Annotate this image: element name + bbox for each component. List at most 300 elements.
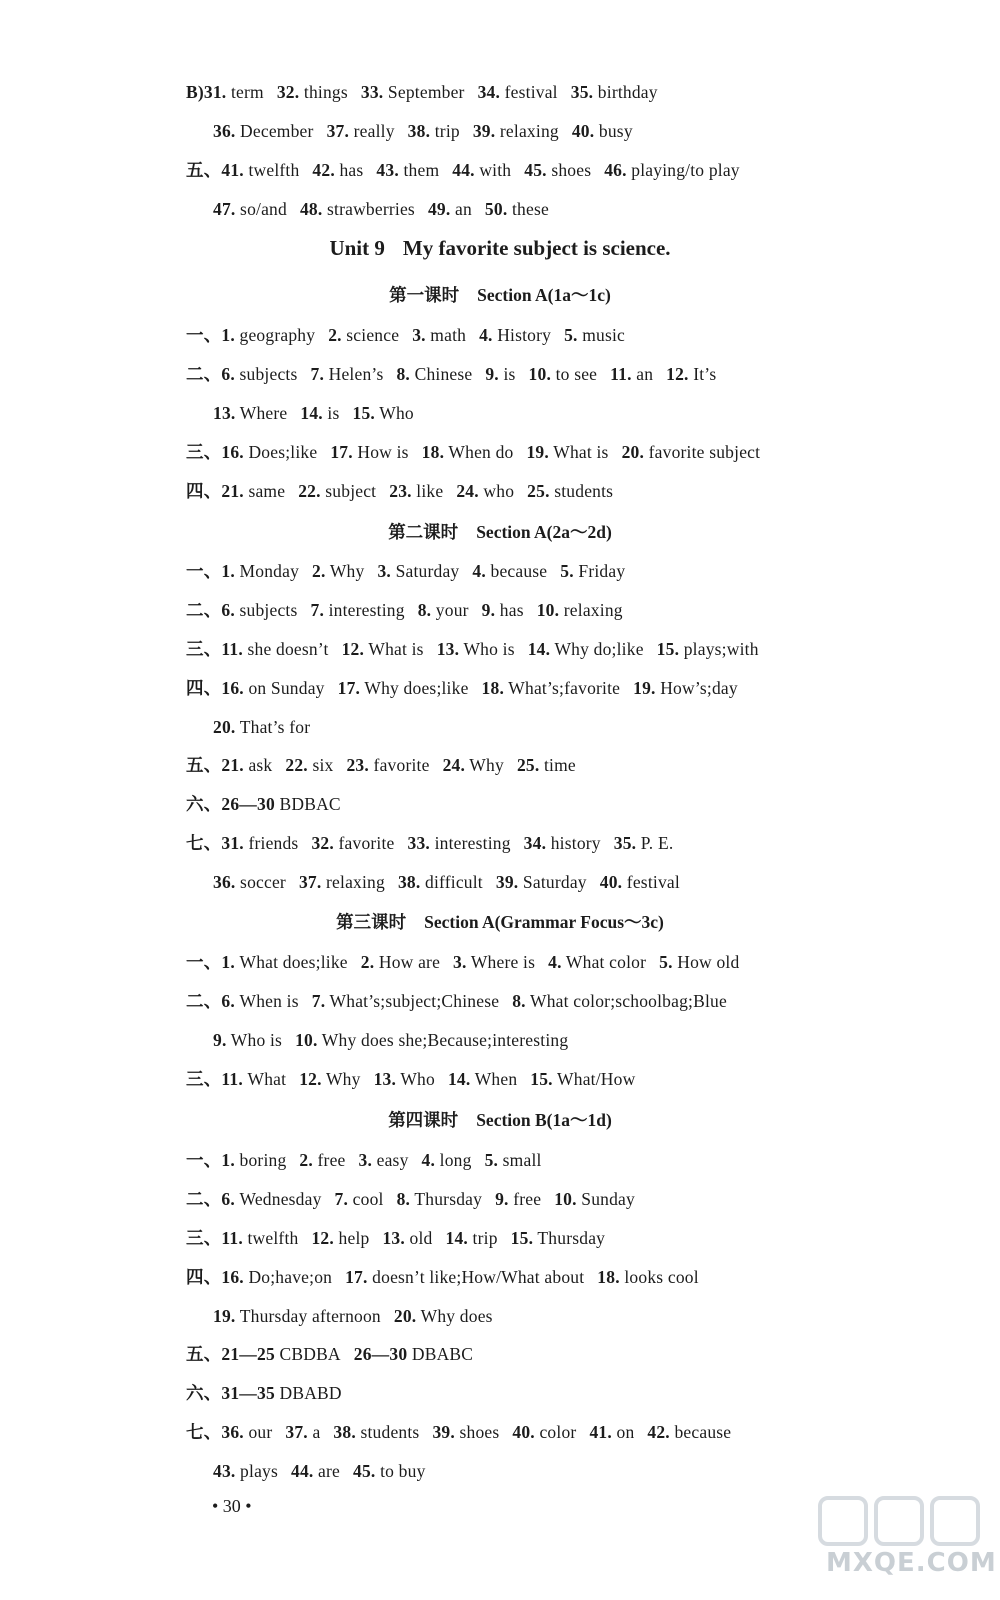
question-number: 14.: [300, 403, 323, 423]
question-number: 47.: [213, 199, 236, 219]
question-number: 40.: [512, 1422, 535, 1442]
answer-item: [512, 1422, 576, 1442]
question-number: 36.: [213, 121, 236, 141]
answer-item: [394, 1306, 493, 1326]
question-number: 22.: [285, 755, 308, 775]
answer-line: [186, 753, 576, 777]
question-number: 3.: [453, 952, 467, 972]
answer-item: [418, 600, 469, 620]
answer-item: [529, 364, 598, 384]
question-number: 11.: [610, 364, 632, 384]
answer-item: [213, 717, 310, 737]
answer-text: on: [611, 1422, 635, 1442]
question-number: 一、1.: [186, 952, 235, 972]
answer-item: [524, 833, 601, 853]
question-number: 二、6.: [186, 600, 235, 620]
question-number: 2.: [299, 1150, 313, 1170]
answer-line: [186, 1381, 342, 1405]
section-heading: [0, 1108, 1000, 1132]
answer-text: How old: [672, 952, 740, 972]
answer-text: DBABC: [407, 1344, 474, 1364]
answer-text: Where is: [466, 952, 536, 972]
answer-item: [604, 160, 740, 180]
question-number: 三、11.: [186, 1069, 243, 1089]
answer-line: [186, 362, 716, 386]
question-number: 15.: [510, 1228, 534, 1248]
answer-text: Why: [321, 1069, 361, 1089]
answer-item: [213, 1306, 381, 1326]
answer-item: [524, 160, 591, 180]
question-number: 14.: [445, 1228, 468, 1248]
answer-text: music: [577, 325, 626, 345]
answer-text: doesn’t like;How/What about: [367, 1267, 585, 1287]
question-number: 10.: [554, 1189, 577, 1209]
answer-line: [186, 1148, 542, 1172]
question-number: 2.: [312, 561, 326, 581]
question-number: 43.: [376, 160, 399, 180]
answer-text: on Sunday: [243, 678, 325, 698]
answer-item: [299, 1069, 360, 1089]
question-number: 4.: [479, 325, 493, 345]
answer-text: relaxing: [559, 600, 623, 620]
answer-text: Who is: [226, 1030, 283, 1050]
question-number: 13.: [213, 403, 236, 423]
question-number: 48.: [299, 199, 323, 219]
answer-text: interesting: [324, 600, 405, 620]
answer-text: your: [431, 600, 469, 620]
answer-text: difficult: [420, 872, 483, 892]
answer-item: [213, 403, 287, 423]
answer-text: free: [312, 1150, 346, 1170]
question-number: 20.: [393, 1306, 417, 1326]
question-number: 15.: [530, 1069, 553, 1089]
answer-item: [397, 1189, 483, 1209]
question-number: 一、1.: [186, 561, 235, 581]
question-number: 二、6.: [186, 1189, 235, 1209]
question-number: 4.: [421, 1150, 436, 1170]
answer-item: [376, 160, 439, 180]
answer-text: busy: [594, 121, 633, 141]
answer-line: [186, 831, 673, 855]
question-number: 32.: [311, 833, 334, 853]
answer-item: [398, 872, 483, 892]
answer-text: Thursday: [410, 1189, 483, 1209]
watermark-logo: [812, 1490, 997, 1586]
answer-item: [432, 1422, 499, 1442]
question-number: 20.: [213, 717, 236, 737]
answer-text: twelfth: [243, 160, 300, 180]
answer-text: who: [478, 481, 515, 501]
answer-text: trip: [467, 1228, 498, 1248]
section-heading: [0, 910, 1000, 934]
answer-text: them: [398, 160, 440, 180]
question-number: 49.: [427, 199, 451, 219]
answer-item: [312, 991, 499, 1011]
question-number: 18.: [421, 442, 445, 462]
question-number: 二、6.: [186, 364, 235, 384]
answer-text: she doesn’t: [242, 639, 329, 659]
answer-item: [186, 1344, 341, 1364]
answer-item: [511, 1228, 605, 1248]
answer-text: subjects: [234, 600, 298, 620]
answer-text: students: [355, 1422, 420, 1442]
answer-item: [482, 678, 621, 698]
answer-item: [335, 1189, 384, 1209]
question-number: 8.: [396, 1189, 411, 1209]
question-number: 42.: [312, 160, 335, 180]
answer-text: favorite: [333, 833, 395, 853]
answer-item: [186, 325, 315, 345]
answer-text: an: [450, 199, 472, 219]
answer-text: small: [498, 1150, 542, 1170]
answer-text: plays: [235, 1461, 278, 1481]
answer-line: [186, 792, 341, 816]
answer-text: subject: [320, 481, 377, 501]
question-number: 2.: [328, 325, 342, 345]
lesson-label: 第二课时: [388, 522, 459, 542]
answer-text: Saturday: [518, 872, 587, 892]
question-number: 33.: [407, 833, 431, 853]
answer-line: [186, 479, 613, 503]
answer-text: old: [404, 1228, 433, 1248]
question-number: 12.: [311, 1228, 334, 1248]
question-number: 9.: [495, 1189, 509, 1209]
question-number: 24.: [456, 481, 479, 501]
answer-item: [186, 1069, 286, 1089]
answer-text: Thursday afternoon: [235, 1306, 381, 1326]
question-number: 41.: [589, 1422, 612, 1442]
question-number: 五、21—25: [186, 1344, 275, 1364]
answer-text: because: [669, 1422, 732, 1442]
question-number: 17.: [330, 442, 353, 462]
answer-text: Why does;like: [360, 678, 469, 698]
answer-text: easy: [372, 1150, 409, 1170]
answer-item: [495, 1189, 541, 1209]
section-heading: [0, 283, 1000, 307]
answer-text: Who is: [459, 639, 515, 659]
watermark-text: MXQE.COM: [826, 1548, 997, 1578]
answer-item: [338, 678, 469, 698]
question-number: 12.: [341, 639, 365, 659]
section-label: Section A(2a～2d): [476, 522, 612, 542]
answer-item: [327, 121, 395, 141]
answer-line: [186, 637, 759, 661]
answer-text: students: [549, 481, 614, 501]
question-number: 25.: [516, 755, 540, 775]
answer-item: [213, 121, 314, 141]
answer-line: [213, 715, 310, 739]
question-number: 25.: [527, 481, 550, 501]
answer-item: [186, 82, 264, 102]
answer-item: [571, 82, 658, 102]
answer-text: trip: [430, 121, 460, 141]
answer-item: [311, 600, 405, 620]
lesson-label: 第一课时: [389, 285, 460, 305]
answer-item: [291, 1461, 340, 1481]
question-number: 5.: [560, 561, 574, 581]
answer-item: [300, 199, 415, 219]
answer-text: December: [235, 121, 314, 141]
answer-text: Why do;like: [550, 639, 644, 659]
question-number: 37.: [326, 121, 350, 141]
answer-text: history: [546, 833, 601, 853]
answer-item: [517, 755, 576, 775]
answer-text: What color;schoolbag;Blue: [525, 991, 727, 1011]
answer-item: [528, 639, 644, 659]
question-number: 36.: [213, 872, 236, 892]
answer-item: [382, 1228, 432, 1248]
answer-item: [452, 160, 511, 180]
question-number: 23.: [346, 755, 369, 775]
answer-text: Monday: [234, 561, 300, 581]
answer-text: time: [539, 755, 576, 775]
answer-text: math: [425, 325, 467, 345]
answer-item: [526, 442, 608, 462]
answer-item: [448, 1069, 517, 1089]
answer-item: [666, 364, 716, 384]
answer-item: [186, 678, 325, 698]
answer-line: [186, 1420, 731, 1444]
answer-item: [354, 1344, 473, 1364]
answer-item: [479, 325, 551, 345]
answer-text: When: [470, 1069, 518, 1089]
answer-text: What: [242, 1069, 287, 1089]
question-number: 38.: [333, 1422, 356, 1442]
question-number: 12.: [666, 364, 689, 384]
answer-text: geography: [234, 325, 316, 345]
answer-text: When do: [444, 442, 514, 462]
answer-text: birthday: [593, 82, 658, 102]
answer-text: has: [334, 160, 364, 180]
answer-item: [361, 952, 440, 972]
answer-item: [299, 1150, 345, 1170]
answer-item: [186, 833, 298, 853]
answer-item: [659, 952, 739, 972]
question-number: 三、11.: [186, 1228, 243, 1248]
answer-text: an: [631, 364, 654, 384]
question-number: 五、21.: [186, 755, 244, 775]
answer-item: [422, 1150, 472, 1170]
answer-text: things: [299, 82, 348, 102]
answer-text: science: [341, 325, 400, 345]
answer-line: [186, 323, 625, 347]
question-number: 13.: [436, 639, 460, 659]
answer-item: [186, 1422, 272, 1442]
question-number: 8.: [417, 600, 432, 620]
answer-item: [412, 325, 466, 345]
answer-line: [213, 870, 680, 894]
answer-item: [633, 678, 738, 698]
answer-line: [213, 401, 414, 425]
question-number: 38.: [407, 121, 431, 141]
answer-item: [213, 1461, 278, 1481]
question-number: 二、6.: [186, 991, 235, 1011]
answer-text: festival: [622, 872, 680, 892]
answer-item: [600, 872, 680, 892]
question-number: 37.: [298, 872, 322, 892]
answer-item: [437, 639, 515, 659]
lesson-label: 第三课时: [336, 912, 407, 932]
answer-item: [346, 755, 429, 775]
answer-line: [186, 1067, 635, 1091]
unit-heading: [0, 234, 1000, 262]
answer-item: [597, 1267, 699, 1287]
question-number: 46.: [604, 160, 627, 180]
answer-item: [298, 481, 376, 501]
answer-line: [213, 1304, 493, 1328]
answer-text: It’s: [688, 364, 717, 384]
answer-line: [213, 119, 633, 143]
question-number: 5.: [564, 325, 578, 345]
answer-text: to buy: [375, 1461, 426, 1481]
answer-text: Why: [325, 561, 365, 581]
answer-text: cool: [348, 1189, 384, 1209]
question-number: 13.: [373, 1069, 397, 1089]
question-number: 17.: [345, 1267, 368, 1287]
answer-text: is: [498, 364, 516, 384]
question-number: 7.: [311, 991, 326, 1011]
question-number: 8.: [396, 364, 410, 384]
answer-item: [485, 199, 549, 219]
question-number: 43.: [213, 1461, 236, 1481]
answer-item: [312, 561, 364, 581]
question-number: 34.: [477, 82, 501, 102]
answer-item: [614, 833, 674, 853]
answer-text: What is: [364, 639, 424, 659]
answer-text: so/and: [235, 199, 287, 219]
answer-line: [186, 80, 658, 104]
question-number: 7.: [310, 364, 325, 384]
answer-text: How’s;day: [655, 678, 738, 698]
question-number: 19.: [526, 442, 549, 462]
question-number: 8.: [512, 991, 526, 1011]
answer-item: [472, 561, 547, 581]
section-label: Section A(Grammar Focus～3c): [424, 912, 664, 932]
answer-text: Chinese: [410, 364, 473, 384]
answer-item: [548, 952, 646, 972]
answer-text: color: [534, 1422, 577, 1442]
answer-text: are: [313, 1461, 341, 1481]
question-number: 4.: [548, 952, 562, 972]
answer-text: What does;like: [234, 952, 348, 972]
answer-text: What color: [561, 952, 647, 972]
answer-text: six: [307, 755, 334, 775]
question-number: 3.: [412, 325, 426, 345]
answer-item: [353, 1461, 426, 1481]
answer-item: [473, 121, 559, 141]
answer-item: [443, 755, 504, 775]
answer-item: [311, 833, 394, 853]
answer-text: because: [485, 561, 548, 581]
question-number: 19.: [633, 678, 656, 698]
question-number: 23.: [389, 481, 412, 501]
answer-text: Where: [235, 403, 288, 423]
question-number: 10.: [528, 364, 552, 384]
answer-item: [446, 1228, 498, 1248]
question-number: 17.: [337, 678, 361, 698]
question-number: 七、31.: [186, 833, 244, 853]
answer-line: [186, 1342, 473, 1366]
answer-text: Friday: [573, 561, 626, 581]
answer-item: [622, 442, 761, 462]
section-label: Section A(1a～1c): [477, 285, 611, 305]
answer-item: [285, 755, 333, 775]
answer-item: [478, 82, 558, 102]
answer-text: free: [508, 1189, 542, 1209]
answer-text: shoes: [454, 1422, 500, 1442]
answer-text: is: [322, 403, 340, 423]
answer-text: shoes: [546, 160, 592, 180]
question-number: 15.: [352, 403, 375, 423]
answer-text: has: [495, 600, 524, 620]
unit-number: Unit 9: [329, 236, 385, 260]
question-number: 34.: [523, 833, 547, 853]
question-number: 35.: [613, 833, 637, 853]
answer-text: How is: [352, 442, 409, 462]
answer-text: CBDBA: [274, 1344, 341, 1364]
answer-text: September: [383, 82, 465, 102]
answer-item: [186, 442, 317, 462]
question-number: 20.: [621, 442, 645, 462]
answer-line: [213, 1028, 568, 1052]
question-number: 33.: [360, 82, 384, 102]
question-number: 45.: [524, 160, 547, 180]
answer-item: [186, 481, 285, 501]
answer-text: like: [411, 481, 444, 501]
answer-item: [186, 364, 298, 384]
answer-item: [186, 1189, 322, 1209]
answer-item: [311, 1228, 369, 1248]
question-number: 45.: [353, 1461, 376, 1481]
answer-text: Do;have;on: [243, 1267, 333, 1287]
answer-item: [186, 991, 299, 1011]
answer-item: [213, 199, 287, 219]
answer-line: [186, 950, 739, 974]
answer-item: [572, 121, 633, 141]
question-number: 四、21.: [186, 481, 244, 501]
answer-text: friends: [243, 833, 299, 853]
question-number: 19.: [213, 1306, 236, 1326]
question-number: 39.: [472, 121, 496, 141]
question-number: 四、16.: [186, 1267, 244, 1287]
question-number: 9.: [481, 600, 496, 620]
page-number: • 30 •: [212, 1496, 252, 1516]
answer-item: [527, 481, 613, 501]
answer-text: interesting: [430, 833, 511, 853]
answer-text: Why does: [416, 1306, 493, 1326]
answer-item: [610, 364, 653, 384]
answer-text: BDBAC: [274, 794, 341, 814]
answer-item: [374, 1069, 435, 1089]
answer-text: ask: [243, 755, 273, 775]
question-number: 50.: [484, 199, 508, 219]
question-number: 14.: [447, 1069, 471, 1089]
answer-item: [186, 1267, 332, 1287]
answer-item: [285, 1422, 320, 1442]
question-number: 七、36.: [186, 1422, 244, 1442]
answer-item: [657, 639, 759, 659]
answer-text: a: [307, 1422, 321, 1442]
answer-text: That’s for: [235, 717, 311, 737]
answer-item: [453, 952, 535, 972]
question-number: 五、41.: [186, 160, 244, 180]
answer-text: When is: [234, 991, 299, 1011]
answer-text: Who: [396, 1069, 435, 1089]
question-number: 10.: [295, 1030, 318, 1050]
answer-text: Why does she;Because;interesting: [317, 1030, 569, 1050]
question-number: 42.: [647, 1422, 670, 1442]
answer-text: P. E.: [636, 833, 674, 853]
